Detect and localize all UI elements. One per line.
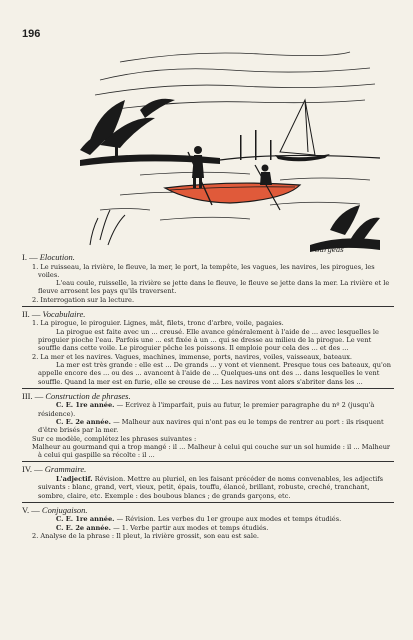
section-title: III. — Construction de phrases. <box>22 390 131 401</box>
list-item: L'adjectif. Révision. Mettre au pluriel, en les faisant précéder de noms convenables, les adjectifs suivants : blanc, grand, vert, vieux, petit, épais, touffu, élancé, brillant, robuste, creché, tranchant, sombre, claire, etc. Exemple : des boubous blancs ; de grands garçons, etc. <box>38 474 384 500</box>
list-item: C. E. 2e année. — Malheur aux navires qui n'ont pas eu le temps de rentrer au port : ils risquent d'être brisés par la mer. <box>38 417 384 435</box>
list-item: Sur ce modèle, complétez les phrases suivantes : <box>32 434 197 443</box>
divider <box>22 306 394 307</box>
divider <box>22 461 394 462</box>
pirogue-illustration <box>80 40 380 255</box>
section-title: IV. — Grammaire. <box>22 464 87 475</box>
exercise-content <box>22 252 394 542</box>
list-item: L'eau coule, ruisselle, la rivière se jette dans le fleuve, le fleuve se jette dans la mer. La rivière et le fleuve arrosent les pays qu'ils traversent. <box>38 279 390 296</box>
section-construction <box>22 391 394 463</box>
section-title: V. — Conjugaison. <box>22 504 88 515</box>
section-title: I. — Elocution. <box>22 252 75 262</box>
list-item: C. E. 2e année. — 1. Verbe partir aux modes et temps étudiés. <box>56 523 269 532</box>
list-item: 2. Interrogation sur la lecture. <box>32 295 135 304</box>
illustration-signature: Sargeas <box>315 246 344 254</box>
section-title: II. — Vocabulaire. <box>22 308 86 319</box>
divider <box>22 502 394 503</box>
section-conjugaison <box>22 505 394 540</box>
list-item: 2. Analyse de la phrase : Il pleut, la rivière grossit, son eau est sale. <box>32 531 259 540</box>
list-item: C. E. 1re année. — Ecrivez à l'imparfait, puis au futur, le premier paragraphe du nº 2 (jusqu'à résidence). <box>38 401 375 418</box>
list-item: 1. Le ruisseau, la rivière, le fleuve, la mer, le port, la tempête, les vagues, les navires, les pirogues, les voiles. <box>32 262 375 279</box>
list-item: Malheur au gourmand qui a trop mangé : il ... Malheur à celui qui couche sur un sol humide : il ... Malheur à celui qui gaspille sa récolte : il ... <box>32 442 391 460</box>
section-elocution <box>22 252 394 307</box>
list-item: 2. La mer et les navires. Vagues, machines, immense, ports, navires, voiles, vaisseaux, bateaux. <box>32 352 353 361</box>
list-item: C. E. 1re année. — Révision. Les verbes du 1er groupe aux modes et temps étudiés. <box>56 515 342 524</box>
divider <box>22 388 394 389</box>
section-vocabulaire <box>22 309 394 389</box>
page-number: 196 <box>22 28 41 40</box>
list-item: La mer est très grande : elle est ... De grands ... y vont et viennent. Presque tous ces bateaux, qu'on appelle encore des ... ou des ... avancent à l'aide de ... Quelques-uns ont des ... dans lesquelles le vent souffle. Quand la mer est en furie, elle se creuse de ... Les navires vont alors s'abriter dans les ... <box>38 360 391 386</box>
section-grammaire <box>22 464 394 502</box>
list-item: 1. La pirogue, le piroguier. Lignes, mât, filets, tronc d'arbre, voile, pagaies. <box>32 319 284 328</box>
list-item: La pirogue est faite avec un ... creusé. Elle avance généralement à l'aide de ... avec lesquelles le piroguier pioche l'eau. Parfois une ... est fixée à un ... qui se dresse au milieu de la pirogue. Le vent souffle dans cette voile. Le piroguier pêche les poissons. Il emploie pour cela des ... et des ... <box>38 327 379 353</box>
